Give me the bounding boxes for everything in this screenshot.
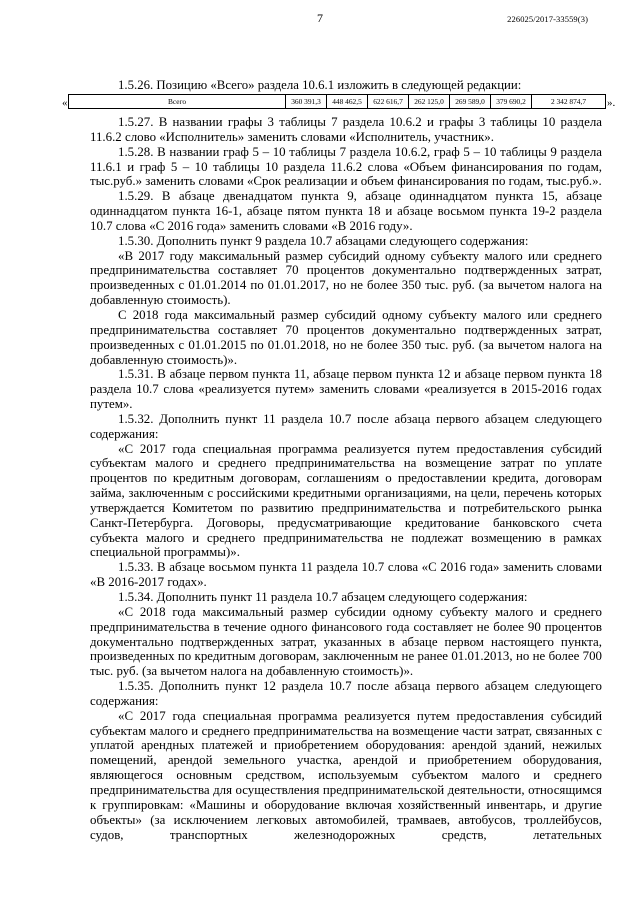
paragraph-1-5-33: 1.5.33. В абзаце восьмом пункта 11 раздела 10.7 слова «С 2016 года» заменить словами «В 2016-2017 годах». — [90, 560, 602, 590]
paragraph-1-5-32: 1.5.32. Дополнить пункт 11 раздела 10.7 после абзаца первого абзацем следующего содержания: — [90, 411, 602, 441]
paragraph-quote-2018-subsidy: «С 2018 года максимальный размер субсидии одному субъекту малого и среднего предпринимательства в течение одного финансового года составляет не более 90 процентов документально подтвержденных затрат, указанных в абзаце первом настоящего пункта, произведенных по кредитным договорам, заключенным не ранее 01.01.2013, но не более 700 тыс. руб. (за вычетом налога на добавленную стоимость)». — [90, 604, 602, 679]
table-cell: 622 616,7 — [368, 95, 409, 109]
document-body — [90, 115, 602, 842]
page-number: 7 — [317, 11, 323, 25]
table-cell: 269 589,0 — [450, 95, 491, 109]
table-cell: 379 690,2 — [491, 95, 532, 109]
paragraph-quote-2018: С 2018 года максимальный размер субсидий одному субъекту малого или среднего предпринимательства составляет 70 процентов документально подтвержденных затрат, произведенных с 01.01.2015 по 01.01.2018, но не более 350 тыс. руб. (за вычетом налога на добавленную стоимость)». — [90, 307, 602, 367]
paragraph-1-5-31: 1.5.31. В абзаце первом пункта 11, абзаце первом пункта 12 и абзаце первом пункта 18 раздела 10.7 слова «реализуется путем» заменить словами «реализуется в 2015-2016 годах путем». — [90, 367, 602, 412]
paragraph-1-5-28: 1.5.28. В названии граф 5 – 10 таблицы 7 раздела 10.6.2, граф 5 – 10 таблицы 9 раздела 11.6.1 и граф 5 – 10 таблицы 10 раздела 11.6.2 слова «Объем финансирования по годам, тыс.руб.» заменить словами «Срок реализации и объем финансирования по годам, тыс.руб.». — [90, 144, 602, 189]
quote-close-mark: ». — [607, 97, 616, 109]
table-cell: 448 462,5 — [327, 95, 368, 109]
intro-paragraph: 1.5.26. Позицию «Всего» раздела 10.6.1 изложить в следующей редакции: — [118, 78, 522, 92]
quote-open-mark: « — [62, 97, 68, 109]
table-cell-total: 2 342 874,7 — [532, 95, 606, 109]
paragraph-1-5-30: 1.5.30. Дополнить пункт 9 раздела 10.7 абзацами следующего содержания: — [118, 233, 529, 248]
paragraph-1-5-27: 1.5.27. В названии графы 3 таблицы 7 раздела 10.6.2 и графы 3 таблицы 10 раздела 11.6.2 слово «Исполнитель» заменить словами «Исполнитель, участник». — [90, 115, 602, 144]
paragraph-quote-2017-lease: «С 2017 года специальная программа реализуется путем предоставления субсидий субъектам малого и среднего предпринимательства на возмещение части затрат, связанных с уплатой арендных платежей и приобретением оборудования: арендой зданий, нежилых помещений, арендой земельного участка, арендой и приобретением оборудования, являющегося основным средством, используемым субъектом малого и среднего предпринимательства для осуществления предпринимательской деятельности, относящимся к группировкам: «Машины и оборудование включая хозяйственный инвентарь, и другие объекты» (за исключением легковых автомобилей, трамваев, автобусов, троллейбусов, судов, транспортных железнодорожных средств, летательных — [90, 708, 602, 842]
paragraph-quote-2017: «В 2017 году максимальный размер субсидий одному субъекту малого или среднего предпринимательства составляет 70 процентов документально подтвержденных затрат, произведенных с 01.01.2014 по 01.01.2017, но не более 350 тыс. руб. (за вычетом налога на добавленную стоимость). — [90, 248, 602, 308]
total-row-table — [68, 94, 606, 109]
paragraph-1-5-34: 1.5.34. Дополнить пункт 11 раздела 10.7 абзацем следующего содержания: — [118, 590, 528, 604]
document-id: 226025/2017-33559(3) — [507, 14, 588, 24]
paragraph-1-5-29: 1.5.29. В абзаце двенадцатом пункта 9, абзаце одиннадцатом пункта 15, абзаце одиннадцатом пункта 16-1, абзаце пятом пункта 18 и абзаце восьмом пункта 19-2 раздела 10.7 слова «С 2016 года» заменить словами «В 2016 году». — [90, 189, 602, 233]
table-cell-label: Всего — [69, 95, 286, 109]
table-row — [69, 95, 606, 109]
table-cell: 262 125,0 — [409, 95, 450, 109]
table-cell: 360 391,3 — [286, 95, 327, 109]
paragraph-quote-2017-program: «С 2017 года специальная программа реализуется путем предоставления субсидий субъектам малого и среднего предпринимательства на возмещение затрат по уплате процентов по кредитным договорам, соглашениям о предоставлении кредита, договорам займа, заключенным с российскими кредитными организациями, на цели, перечень которых утверждается Комитетом по развитию предпринимательства и потребительского рынка Санкт-Петербурга. Договоры, предусматривающие кредитование банковского счета субъекта малого и среднего предпринимательства не подлежат возмещению в рамках специальной программы)». — [90, 441, 602, 560]
paragraph-1-5-35: 1.5.35. Дополнить пункт 12 раздела 10.7 после абзаца первого абзацем следующего содержания: — [90, 679, 602, 708]
